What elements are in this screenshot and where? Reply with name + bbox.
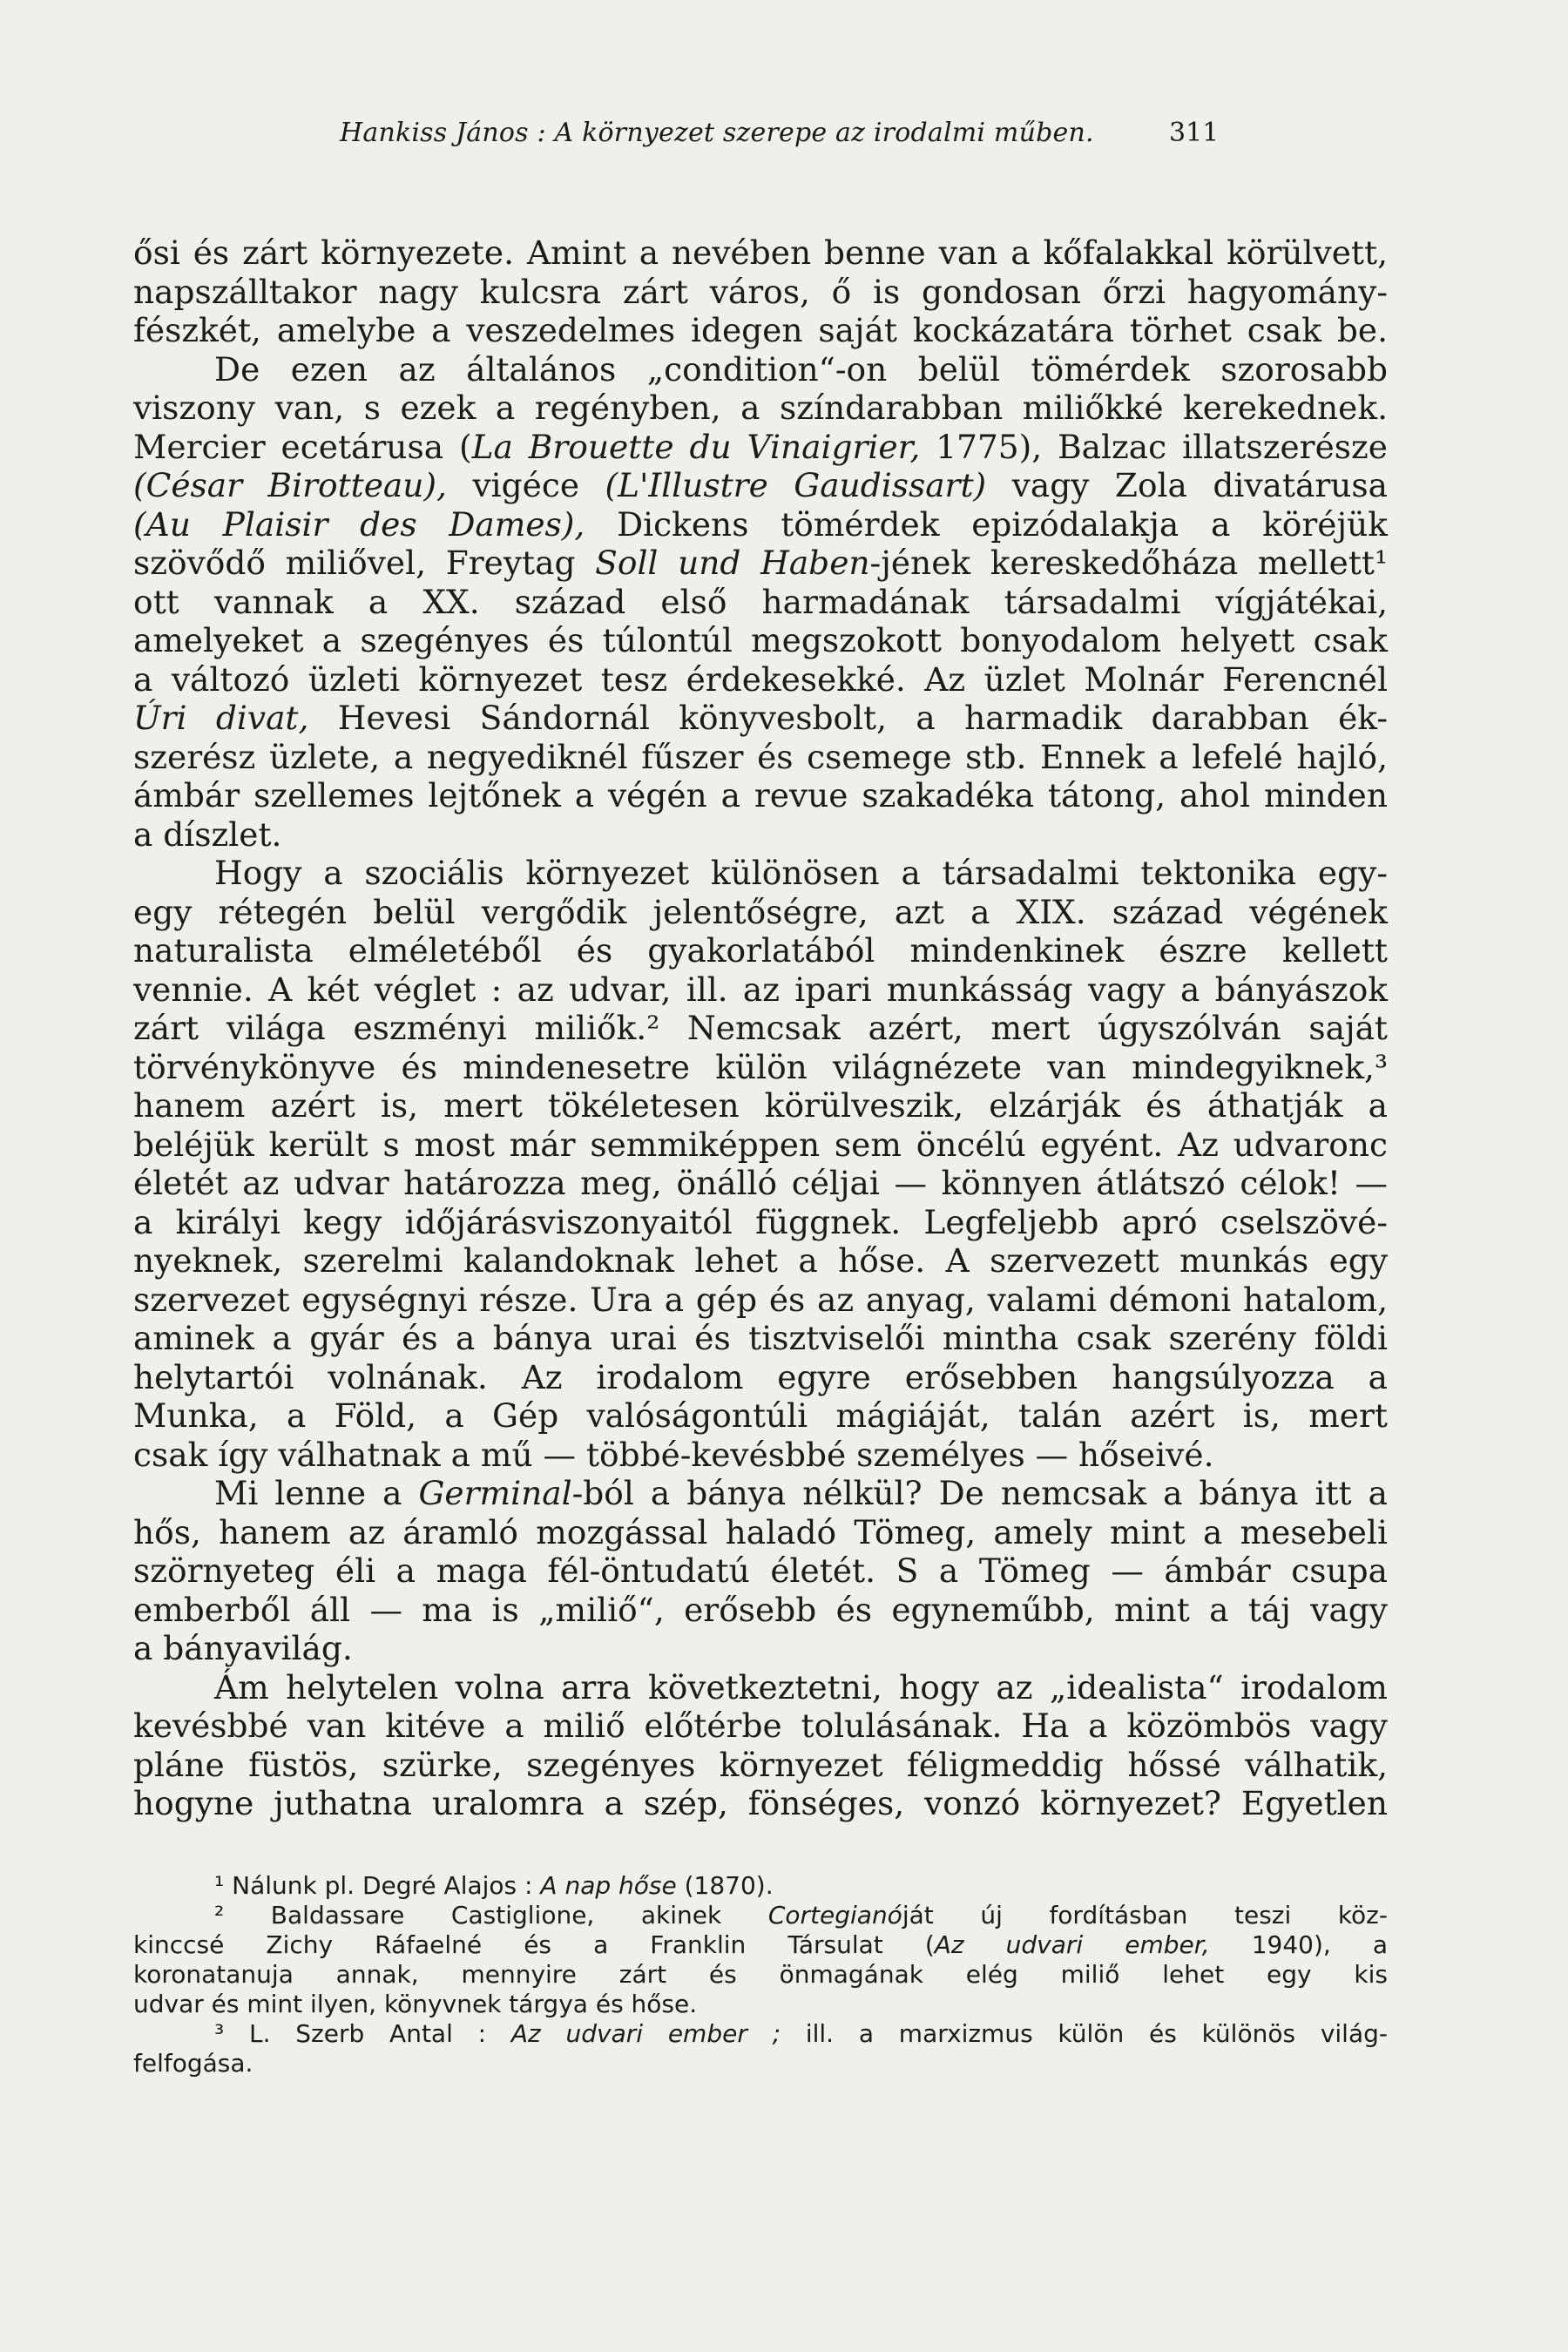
text-run: Dickens tömérdek epizódalakja a köréjük	[585, 504, 1388, 544]
text-run: udvar és mint ilyen, könyvnek tárgya és hőse.	[133, 1990, 698, 2018]
text-run: 1775), Balzac illatszerésze	[920, 427, 1388, 466]
italic-text: La Brouette du Vinaigrier,	[471, 427, 921, 466]
body-text	[133, 233, 1388, 1823]
text-run: a díszlet.	[133, 814, 282, 854]
body-line	[133, 1591, 1388, 1630]
body-line	[133, 699, 1388, 738]
text-run: vigéce	[446, 466, 605, 504]
body-line	[133, 1358, 1388, 1397]
text-run: kinccsé Zichy Ráfaelné és a Franklin Társulat (	[133, 1930, 935, 1959]
italic-text: Az udvari ember,	[934, 1930, 1210, 1959]
italic-text: (César Birotteau),	[133, 466, 447, 504]
text-run: ill. a marxizmus külön és különös világ-	[781, 2019, 1388, 2048]
text-run: egy rétegén belül vergődik jelentőségre, azt a XIX. század végének	[133, 892, 1388, 931]
body-line	[133, 1551, 1388, 1591]
text-run: De ezen az általános „condition“-on belül tömérdek szorosabb	[214, 349, 1388, 389]
text-run: -ból a bánya nélkül? De nemcsak a bánya itt a	[571, 1474, 1388, 1512]
body-line	[133, 1707, 1388, 1746]
body-line	[133, 233, 1388, 273]
text-run: a bányavilág.	[133, 1629, 353, 1667]
body-line	[133, 1009, 1388, 1048]
text-run: aminek a gyár és a bánya urai és tisztviselői mintha csak szerény földi	[133, 1319, 1388, 1357]
text-run: vagy Zola divatárusa	[986, 466, 1388, 504]
text-run: Mi lenne a	[214, 1474, 419, 1512]
body-line	[133, 660, 1388, 700]
text-run: -jének kereskedőháza mellett¹	[869, 544, 1388, 582]
body-line	[133, 1241, 1388, 1281]
italic-text: Az udvari ember ;	[510, 2019, 781, 2048]
body-line	[133, 1746, 1388, 1785]
body-line	[133, 738, 1388, 777]
body-line	[133, 893, 1388, 932]
footnote-line	[133, 1901, 1388, 1930]
text-run: napszálltakor nagy kulcsra zárt város, ő is gondosan őrzi hagyomány-	[133, 272, 1388, 311]
text-run: zárt világa eszményi miliők.² Nemcsak azért, mert úgyszólván saját	[133, 1009, 1388, 1047]
text-run: vennie. A két véglet : az udvar, ill. az ipari munkásság vagy a bányászok	[133, 970, 1388, 1009]
text-run: a királyi kegy időjárásviszonyaitól függnek. Legfeljebb apró cselszövé-	[133, 1202, 1388, 1241]
text-run: beléjük került s most már semmiképpen sem öncélú egyént. Az udvaronc	[133, 1125, 1388, 1164]
footnote-line	[133, 1930, 1388, 1960]
footnote-line	[133, 1871, 1388, 1901]
footnote-line	[133, 1960, 1388, 1990]
body-line	[133, 1203, 1388, 1242]
italic-text: A nap hőse	[540, 1871, 677, 1900]
text-run: Mercier ecetárusa (	[133, 427, 472, 466]
text-run: ősi és zárt környezete. Amint a nevében benne van a kőfalakkal körülvett,	[133, 233, 1388, 272]
text-run: ott vannak a XX. század első harmadának társadalmi vígjátékai,	[133, 582, 1388, 621]
text-run: ² Baldassare Castiglione, akinek	[214, 1901, 768, 1930]
body-line	[133, 389, 1388, 428]
text-run: fészkét, amelybe a veszedelmes idegen saját kockázatára törhet csak be.	[133, 311, 1388, 349]
text-run: nyeknek, szerelmi kalandoknak lehet a hőse. A szervezett munkás egy	[133, 1241, 1388, 1280]
text-run: Hevesi Sándornál könyvesbolt, a harmadik darabban ék-	[308, 699, 1388, 737]
text-run: életét az udvar határozza meg, önálló céljai — könnyen átlátszó célok! —	[133, 1164, 1388, 1202]
body-line	[133, 466, 1388, 505]
body-line	[133, 583, 1388, 622]
italic-text: Úri divat,	[133, 699, 309, 737]
text-run: helytartói volnának. Az irodalom egyre erősebben hangsúlyozza a	[133, 1357, 1388, 1396]
text-run: hogyne juthatna uralomra a szép, fönséges, vonzó környezet? Egyetlen	[133, 1784, 1388, 1822]
body-line	[133, 1281, 1388, 1320]
body-line	[133, 854, 1388, 893]
text-run: kevésbbé van kitéve a miliő előtérbe tolulásának. Ha a közömbös vagy	[133, 1707, 1388, 1745]
text-run: szövődő miliővel, Freytag	[133, 544, 596, 582]
text-run: Munka, a Föld, a Gép valóságontúli mágiáját, talán azért is, mert	[133, 1396, 1388, 1435]
footnote-line	[133, 2019, 1388, 2049]
text-run: Hogy a szociális környezet különösen a társadalmi tektonika egy-	[214, 854, 1388, 892]
body-line	[133, 1629, 1388, 1668]
text-run: viszony van, s ezek a regényben, a színdarabban miliőkké kerekednek.	[133, 389, 1388, 427]
text-run: emberből áll — ma is „miliő“, erősebb és egyneműbb, mint a táj vagy	[133, 1590, 1388, 1629]
text-run: szörnyeteg éli a maga fél-öntudatú életét. S a Tömeg — ámbár csupa	[133, 1551, 1388, 1590]
body-line	[133, 311, 1388, 350]
body-line	[133, 1048, 1388, 1087]
text-run: 1940), a	[1209, 1930, 1388, 1959]
text-run: naturalista elméletéből és gyakorlatából mindenkinek észre kellett	[133, 931, 1388, 970]
body-line	[133, 1086, 1388, 1125]
text-run: ³ L. Szerb Antal :	[214, 2019, 511, 2048]
italic-text: Soll und Haben	[595, 544, 870, 582]
footnote-line	[133, 1990, 1388, 2019]
body-line	[133, 1784, 1388, 1823]
body-line	[133, 776, 1388, 815]
text-run: szerész üzlete, a negyediknél fűszer és csemege stb. Ennek a lefelé hajló,	[133, 737, 1388, 776]
italic-text: Cortegianó	[767, 1901, 902, 1930]
body-line	[133, 1125, 1388, 1165]
text-run: törvénykönyve és mindenesetre külön világnézete van mindegyiknek,³	[133, 1047, 1388, 1086]
page-number: 311	[1169, 118, 1220, 148]
text-run: szervezet egységnyi része. Ura a gép és az anyag, valami démoni hatalom,	[133, 1280, 1388, 1319]
italic-text: (Au Plaisir des Dames),	[133, 504, 585, 544]
text-run: ¹ Nálunk pl. Degré Alajos :	[214, 1871, 541, 1900]
body-line	[133, 505, 1388, 544]
footnotes	[133, 1871, 1388, 2078]
text-run: felfogása.	[133, 2049, 253, 2078]
italic-text: Germinal	[418, 1474, 572, 1512]
body-line	[133, 428, 1388, 467]
body-line	[133, 273, 1388, 312]
body-line	[133, 1319, 1388, 1358]
body-line	[133, 621, 1388, 660]
footnote-line	[133, 2049, 1388, 2078]
text-run: a változó üzleti környezet tesz érdekesekké. Az üzlet Molnár Ferencnél	[133, 659, 1388, 699]
text-run: koronatanuja annak, mennyire zárt és önmagának elég miliő lehet egy kis	[133, 1960, 1388, 1989]
text-run: (1870).	[676, 1871, 774, 1900]
body-line	[133, 1668, 1388, 1707]
body-line	[133, 815, 1388, 855]
body-line	[133, 931, 1388, 970]
text-run: ámbár szellemes lejtőnek a végén a revue szakadéka tátong, ahol minden	[133, 776, 1388, 814]
body-line	[133, 350, 1388, 389]
body-line	[133, 544, 1388, 583]
text-run: hanem azért is, mert tökéletesen körülveszik, elzárják és áthatják a	[133, 1086, 1388, 1125]
text-run: amelyeket a szegényes és túlontúl megszokott bonyodalom helyett csak	[133, 621, 1388, 659]
italic-text: (L'Illustre Gaudissart)	[605, 466, 987, 504]
text-run: ját új fordításban teszi köz-	[902, 1901, 1388, 1930]
body-line	[133, 1474, 1388, 1513]
body-line	[133, 1396, 1388, 1436]
text-run: csak így válhatnak a mű — többé-kevésbbé személyes — hőseivé.	[133, 1435, 1214, 1474]
body-line	[133, 970, 1388, 1010]
body-line	[133, 1513, 1388, 1552]
running-head	[340, 114, 1228, 152]
text-run: Ám helytelen volna arra következtetni, hogy az „idealista“ irodalom	[214, 1667, 1388, 1707]
body-line	[133, 1164, 1388, 1203]
running-title: Hankiss János : A környezet szerepe az irodalmi műben.	[340, 118, 1094, 148]
body-line	[133, 1436, 1388, 1475]
text-run: hős, hanem az áramló mozgással haladó Tömeg, amely mint a mesebeli	[133, 1512, 1388, 1551]
text-run: pláne füstös, szürke, szegényes környezet féligmeddig hőssé válhatik,	[133, 1745, 1388, 1784]
